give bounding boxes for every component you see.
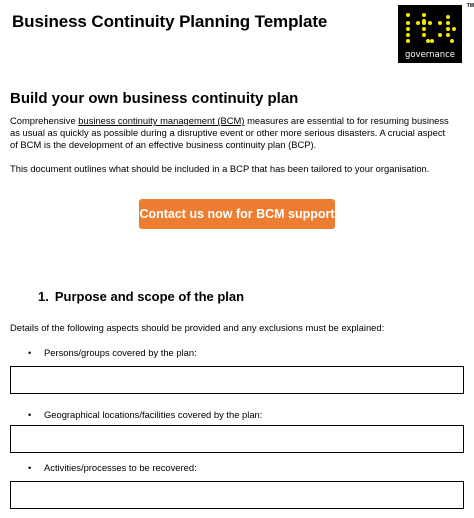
bcm-link[interactable]: business continuity management (BCM) [78, 115, 245, 126]
intro-prefix: Comprehensive [10, 115, 79, 126]
activities-processes-field[interactable] [10, 481, 464, 509]
bullet-icon: • [28, 409, 32, 420]
locations-facilities-field[interactable] [10, 425, 464, 453]
section-heading: Build your own business continuity plan [10, 90, 299, 107]
logo-wordmark: governance [404, 50, 456, 60]
bullet-label: Activities/processes to be recovered: [44, 462, 197, 473]
section-intro: Details of the following aspects should be provided and any exclusions must be explained: [10, 322, 385, 333]
it-governance-logo[interactable] [398, 3, 474, 63]
section-number: 1. [38, 289, 49, 304]
bullet-item [28, 409, 262, 420]
intro-summary: This document outlines what should be included in a BCP that has been tailored to your organisation. [10, 163, 430, 174]
section-title [38, 289, 244, 304]
intro-line1-rest: measures are essential to for resuming business [244, 115, 449, 126]
intro-line2: as usual as quickly as possible during a disruptive event or other more serious disasters. A crucial aspect [10, 127, 446, 138]
persons-groups-field[interactable] [10, 366, 464, 394]
intro-paragraph [10, 115, 468, 151]
bullet-icon: • [28, 347, 32, 358]
bullet-label: Geographical locations/facilities covered by the plan: [44, 409, 263, 420]
contact-bcm-button[interactable]: Contact us now for BCM support [139, 199, 335, 229]
document-title: Business Continuity Planning Template [12, 12, 328, 31]
section-title-text: Purpose and scope of the plan [54, 289, 245, 304]
bullet-label: Persons/groups covered by the plan: [44, 347, 197, 358]
bullet-item [28, 347, 197, 358]
bullet-item [28, 462, 197, 473]
bullet-icon: • [28, 462, 32, 473]
trademark-mark: TM [466, 3, 474, 9]
intro-line3: of BCM is the development of an effective business continuity plan (BCP). [10, 139, 317, 150]
